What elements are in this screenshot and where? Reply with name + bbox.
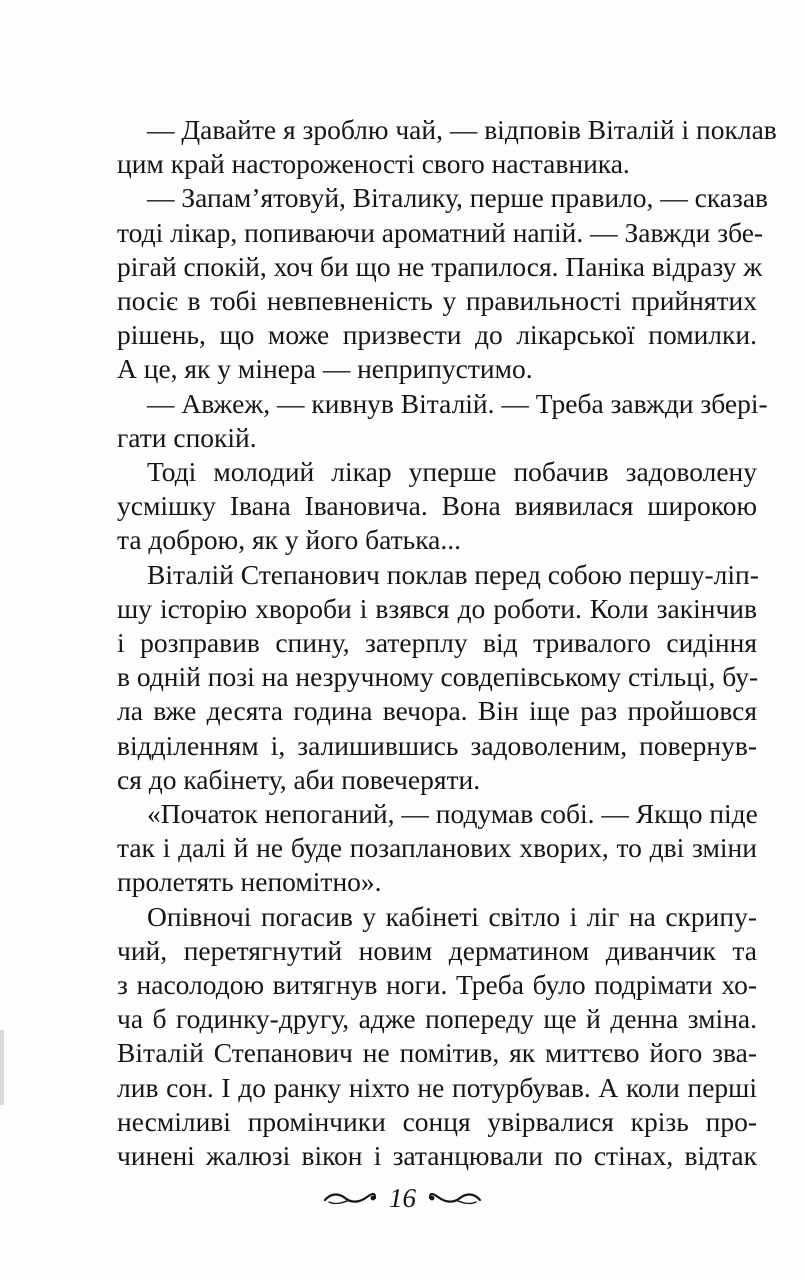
text-line: гати спокій. (117, 421, 257, 453)
paragraph (117, 558, 757, 797)
text-line: лив сон. І до ранку ніхто не потурбував. А коли перші (117, 1071, 757, 1103)
text-line: А це, як у мінера — неприпустимо. (117, 353, 533, 385)
right-swash-ornament-icon (428, 1190, 482, 1206)
text-line: в одній позі на незручному совдепівському стільці, бу- (117, 661, 759, 693)
text-line: чинені жалюзі вікон і затанцювали по стінах, відтак (117, 1140, 757, 1172)
text-line: Віталій Степанович не помітив, як миттєво його зва- (117, 1037, 757, 1069)
text-line: ча б годинку-другу, адже попереду ще й денна зміна. (117, 1003, 757, 1035)
text-line: чий, перетягнутий новим дерматином диванчик та (117, 934, 757, 966)
text-line: — Давайте я зроблю чай, — відповів Віталій і поклав (147, 114, 777, 145)
text-line: ся до кабінету, аби повечеряти. (117, 763, 481, 795)
text-line: так і далі й не буде позапланових хворих, то дві зміни (117, 832, 757, 864)
text-line: з насолодою витягнув ноги. Треба було подрімати хо- (117, 969, 757, 1001)
text-line: Опівночі погасив у кабінеті світло і ліг на скрипу- (147, 900, 757, 932)
paragraph (117, 900, 757, 1174)
text-line: цим край настороженості свого наставника. (117, 148, 630, 180)
text-line: шу історію хвороби і взявся до роботи. Коли закінчив (117, 592, 757, 624)
text-line: «Початок непоганий, — подумав собі. — Якщо піде (147, 798, 758, 830)
page-footer (0, 1183, 805, 1213)
paragraph (117, 113, 777, 181)
text-line: і розправив спину, затерплу від тривалого сидіння (117, 627, 757, 659)
text-line: ла вже десята година вечора. Він іще раз пройшовся (117, 695, 757, 727)
left-swash-ornament-icon (323, 1190, 377, 1206)
text-line: усмішку Івана Івановича. Вона виявилася широкою (117, 490, 757, 522)
paragraph (117, 455, 757, 558)
text-line: рігай спокій, хоч би що не трапилося. Паніка відразу ж (117, 250, 763, 282)
paragraph (117, 387, 768, 455)
text-line: — Запам’ятовуй, Віталику, перше правило, — сказав (147, 182, 769, 214)
text-line: відділенням і, залишившись задоволеним, повернув- (117, 729, 757, 761)
page-body-text (117, 113, 777, 1173)
page-number: 16 (389, 1183, 416, 1213)
text-line: Тоді молодий лікар уперше побачив задоволену (147, 456, 757, 488)
text-line: тоді лікар, попиваючи ароматний напій. — Завжди збе- (117, 216, 764, 248)
page-edge-shadow (0, 1030, 4, 1105)
paragraph (117, 797, 757, 900)
text-line: Віталій Степанович поклав перед собою першу-ліп- (147, 558, 759, 590)
paragraph (117, 181, 769, 386)
text-line: рішень, що може призвести до лікарської помилки. (117, 319, 757, 351)
text-line: пролетять непомітно». (117, 866, 382, 898)
text-line: та доброю, як у його батька... (117, 524, 461, 556)
text-line: несміливі промінчики сонця увірвалися крізь про- (117, 1105, 757, 1137)
text-line: — Авжеж, — кивнув Віталій. — Треба завжди збері- (147, 387, 768, 419)
text-line: посіє в тобі невпевненість у правильності прийнятих (117, 285, 757, 317)
